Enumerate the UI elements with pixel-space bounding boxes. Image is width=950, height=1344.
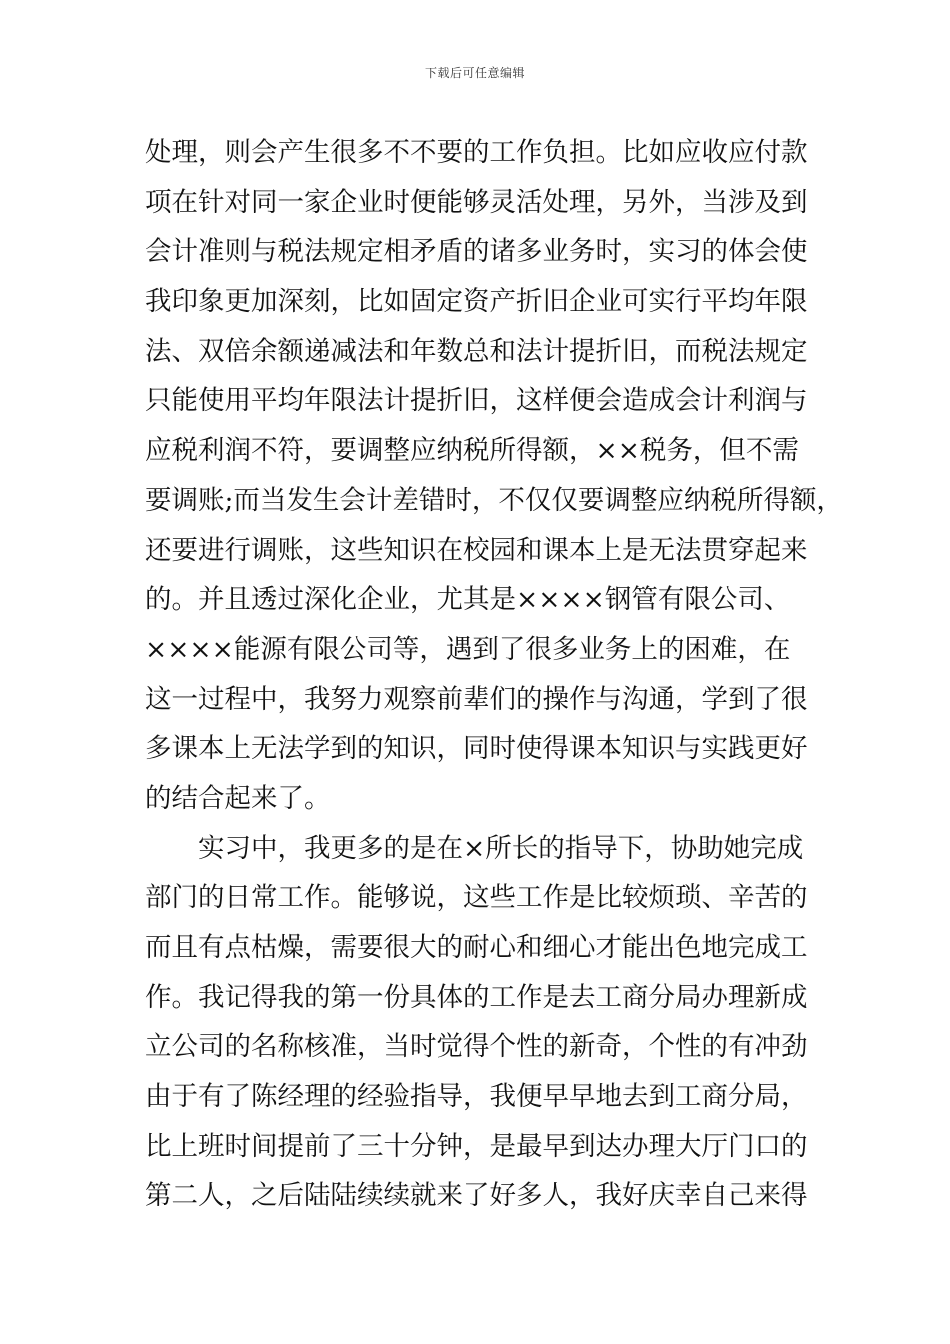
body-text xyxy=(145,128,843,1221)
text-line: 要调账;而当发生会计差错时，不仅仅要调整应纳税所得额， xyxy=(145,484,843,516)
text-line: 会计准则与税法规定相矛盾的诸多业务时，实习的体会使 xyxy=(145,236,808,268)
paragraph-2 xyxy=(145,824,835,1222)
text-line: 立公司的名称核准，当时觉得个性的新奇，个性的有冲劲 xyxy=(145,1031,808,1063)
text-line: 第二人，之后陆陆续续就来了好多人，我好庆幸自己来得 xyxy=(145,1180,808,1212)
text-line: ××××能源有限公司等，遇到了很多业务上的困难，在 xyxy=(145,633,791,665)
text-line: 多课本上无法学到的知识，同时使得课本知识与实践更好 xyxy=(145,733,808,765)
text-line: 而且有点枯燥，需要很大的耐心和细心才能出色地完成工 xyxy=(145,932,808,963)
text-line: 还要进行调账，这些知识在校园和课本上是无法贯穿起来 xyxy=(145,534,808,566)
text-line: 的结合起来了。 xyxy=(145,782,331,814)
text-line: 我印象更加深刻，比如固定资产折旧企业可实行平均年限 xyxy=(145,286,808,318)
text-line: 由于有了陈经理的经验指导，我便早早地去到工商分局， xyxy=(145,1081,808,1113)
text-line: 比上班时间提前了三十分钟，是最早到达办理大厅门口的 xyxy=(145,1130,808,1162)
text-line: 项在针对同一家企业时便能够灵活处理，另外，当涉及到 xyxy=(145,186,808,218)
text-line: 作。我记得我的第一份具体的工作是去工商分局办理新成 xyxy=(145,981,808,1013)
text-line: 应税利润不符，要调整应纳税所得额，××税务，但不需 xyxy=(145,435,799,467)
paragraph-1 xyxy=(145,128,843,824)
text-line: 部门的日常工作。能够说，这些工作是比较烦琐、辛苦的 xyxy=(145,882,808,914)
text-line: 只能使用平均年限法计提折旧，这样便会造成会计利润与 xyxy=(145,385,808,417)
text-line: 处理，则会产生很多不不要的工作负担。比如应收应付款 xyxy=(145,137,808,168)
text-line: 法、双倍余额递减法和年数总和法计提折旧，而税法规定 xyxy=(145,335,808,367)
page-header: 下载后可任意编辑 xyxy=(424,66,525,80)
text-line: 这一过程中，我努力观察前辈们的操作与沟通，学到了很 xyxy=(145,683,808,715)
text-line: 的。并且透过深化企业，尤其是××××钢管有限公司、 xyxy=(145,584,791,616)
text-line: 实习中，我更多的是在×所长的指导下，协助她完成 xyxy=(145,832,804,864)
